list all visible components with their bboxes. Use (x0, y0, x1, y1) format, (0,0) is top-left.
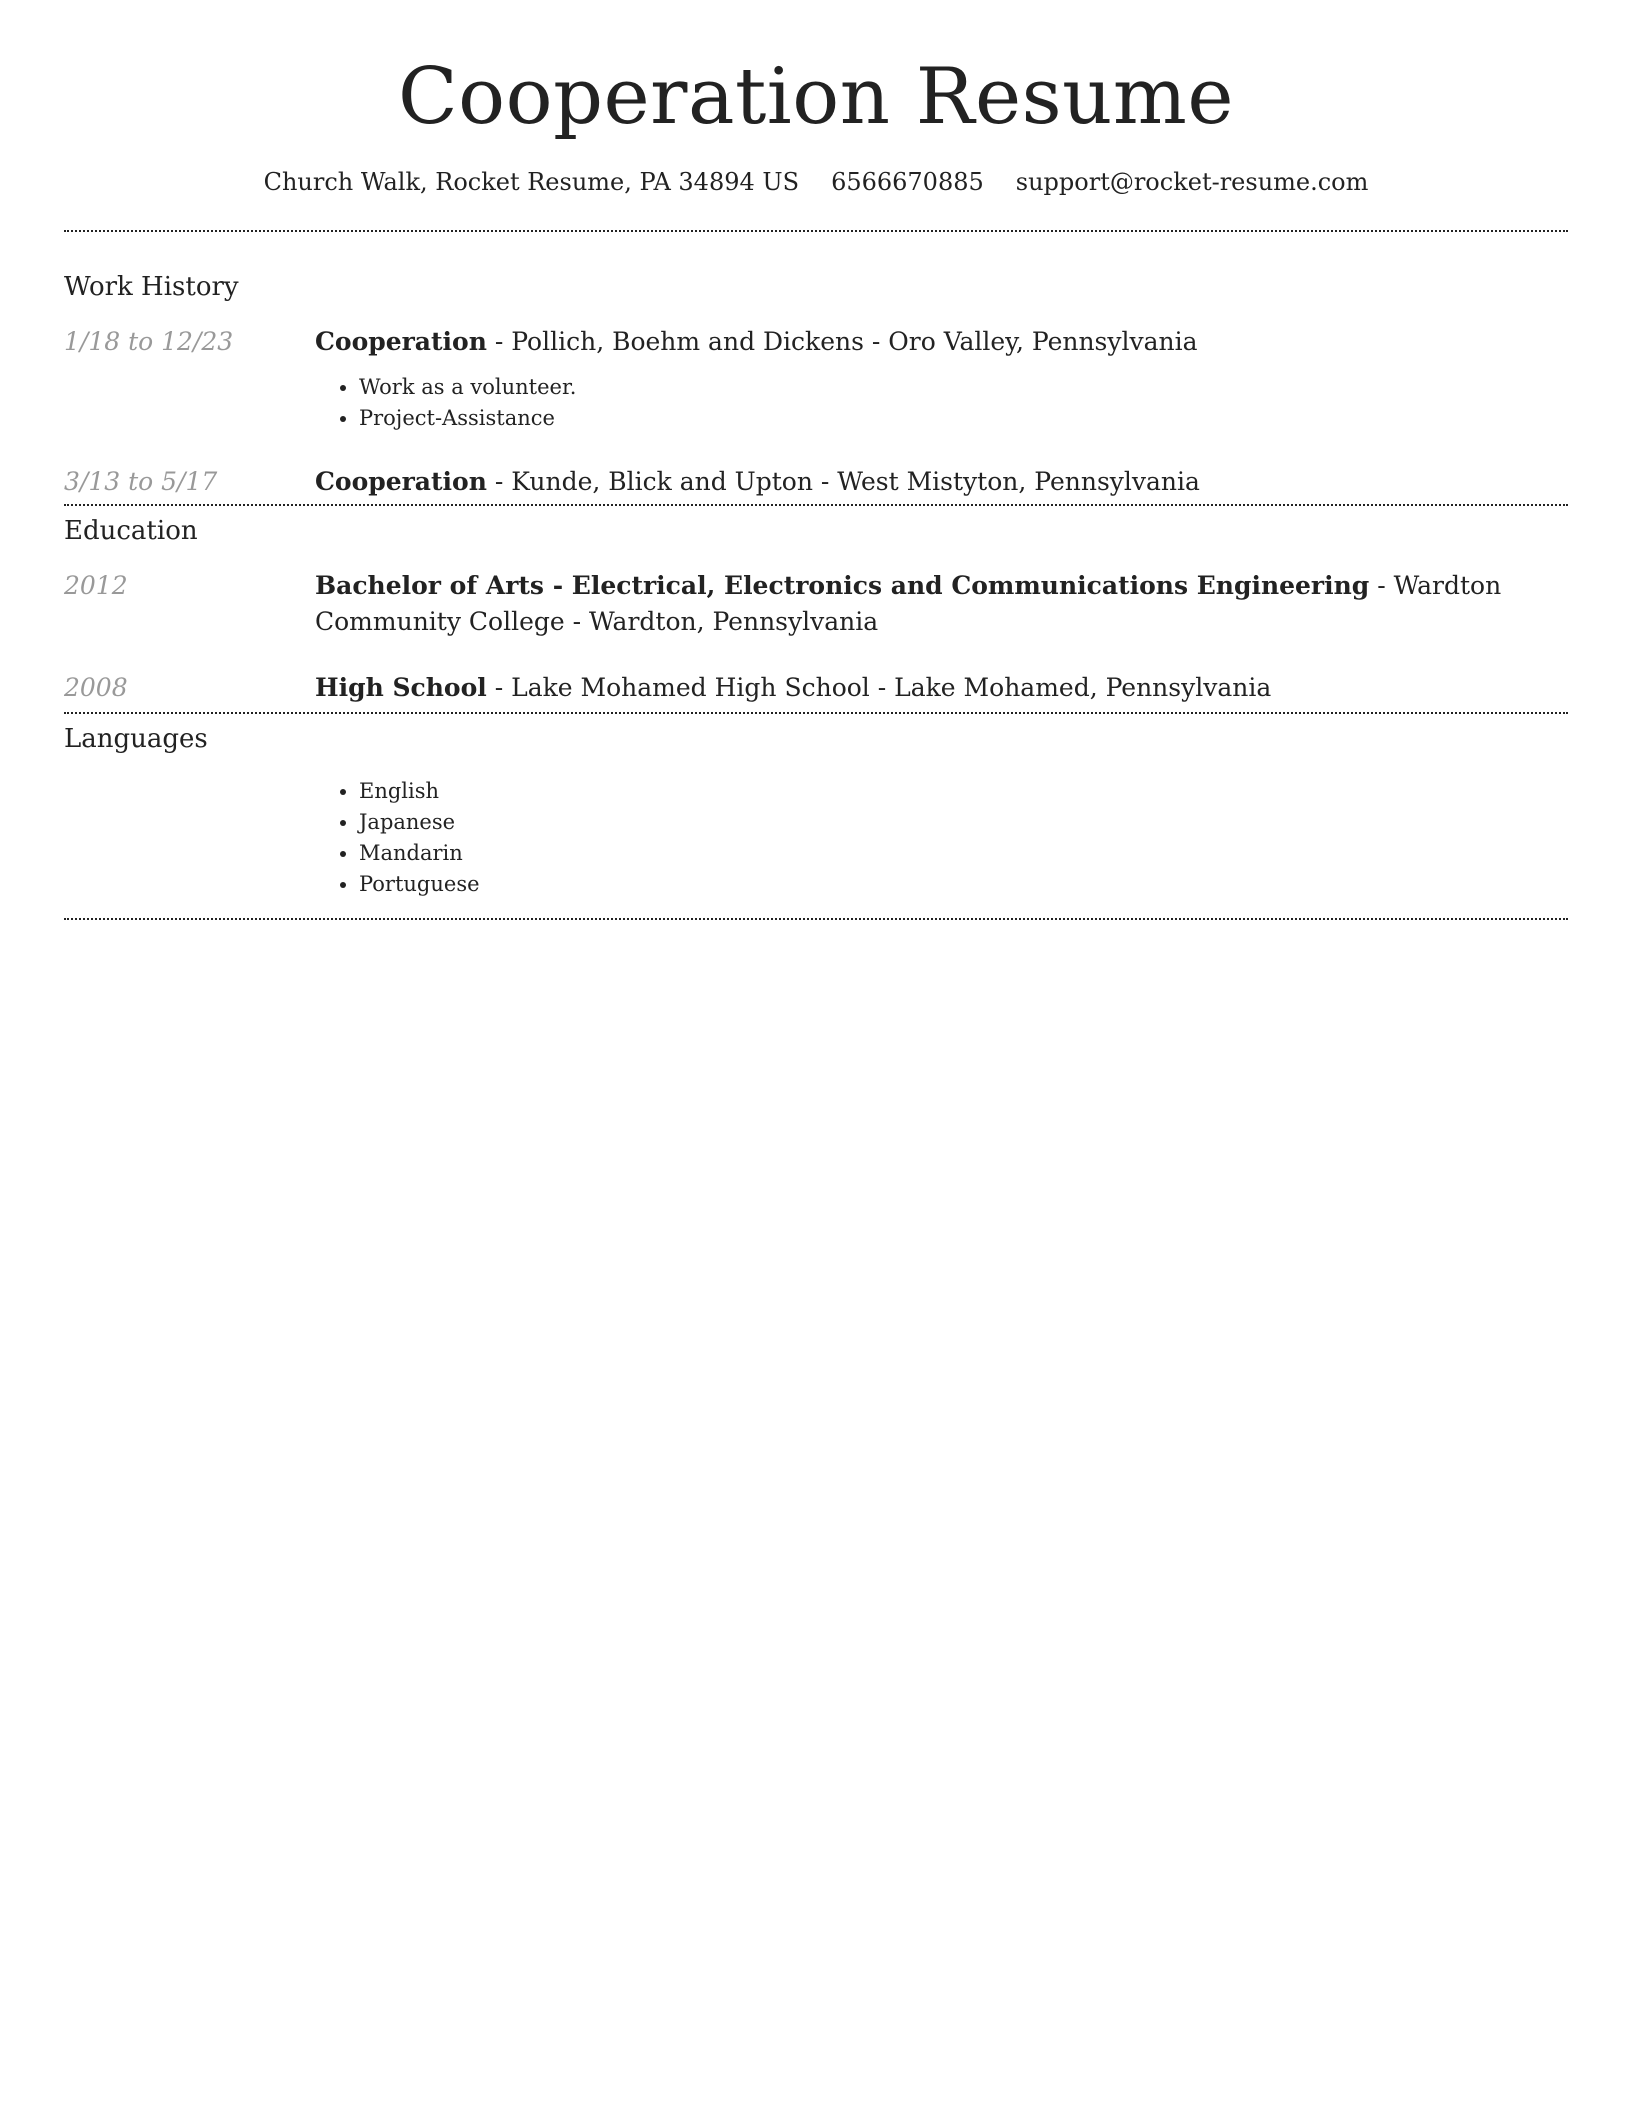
resume-name: Cooperation Resume (397, 52, 1235, 142)
languages-body (315, 776, 1568, 900)
contact-address: Church Walk, Rocket Resume, PA 34894 US (263, 168, 800, 196)
work-entry (64, 464, 1568, 500)
languages-entry (64, 776, 1568, 900)
education-section (64, 516, 1568, 706)
work-entry-date: 1/18 to 12/23 (64, 327, 234, 356)
section-divider (64, 712, 1568, 714)
work-entry-date: 3/13 to 5/17 (64, 467, 218, 496)
education-entry-details: - Wardton Community College - Wardton, Pennsylvania (315, 571, 1502, 636)
section-divider (64, 918, 1568, 920)
languages-section (64, 724, 1568, 900)
work-entry-position: Cooperation (315, 467, 487, 496)
list-item: • Project-Assistance (359, 403, 1568, 434)
list-item: • Japanese (359, 807, 1568, 838)
education-entry-body (315, 670, 1568, 706)
education-entry-degree: Bachelor of Arts - Electrical, Electronics and Communications Engineering (315, 571, 1370, 600)
list-item: • Mandarin (359, 838, 1568, 869)
work-history-title: Work History (64, 272, 239, 302)
education-entry-date: 2008 (64, 673, 128, 702)
work-entry-position: Cooperation (315, 327, 487, 356)
resume-header (64, 0, 1568, 196)
work-entry (64, 324, 1568, 434)
contact-line (64, 168, 1568, 196)
contact-phone: 6566670885 (831, 168, 984, 196)
resume-page (64, 0, 1568, 920)
education-entry (64, 670, 1568, 706)
education-entry-degree: High School (315, 673, 487, 702)
work-entry-details: - Kunde, Blick and Upton - West Mistyton, Pennsylvania (486, 467, 1200, 496)
education-entry (64, 568, 1568, 640)
education-entry-date: 2012 (64, 571, 128, 600)
work-entry-bullets (315, 372, 1568, 434)
contact-email: support@rocket-resume.com (1015, 168, 1369, 196)
work-history-section (64, 272, 1568, 500)
education-entry-details: - Lake Mohamed High School - Lake Mohamed, Pennsylvania (486, 673, 1272, 702)
work-entry-body (315, 464, 1568, 500)
education-entry-body (315, 568, 1568, 640)
list-item: • Work as a volunteer. (359, 372, 1568, 403)
work-entry-body (315, 324, 1568, 434)
languages-title: Languages (64, 724, 208, 754)
list-item: • Portuguese (359, 869, 1568, 900)
education-title: Education (64, 516, 198, 546)
work-entry-details: - Pollich, Boehm and Dickens - Oro Valley, Pennsylvania (486, 327, 1198, 356)
languages-list (315, 776, 1568, 900)
header-divider (64, 230, 1568, 232)
section-divider (64, 504, 1568, 506)
list-item: • English (359, 776, 1568, 807)
